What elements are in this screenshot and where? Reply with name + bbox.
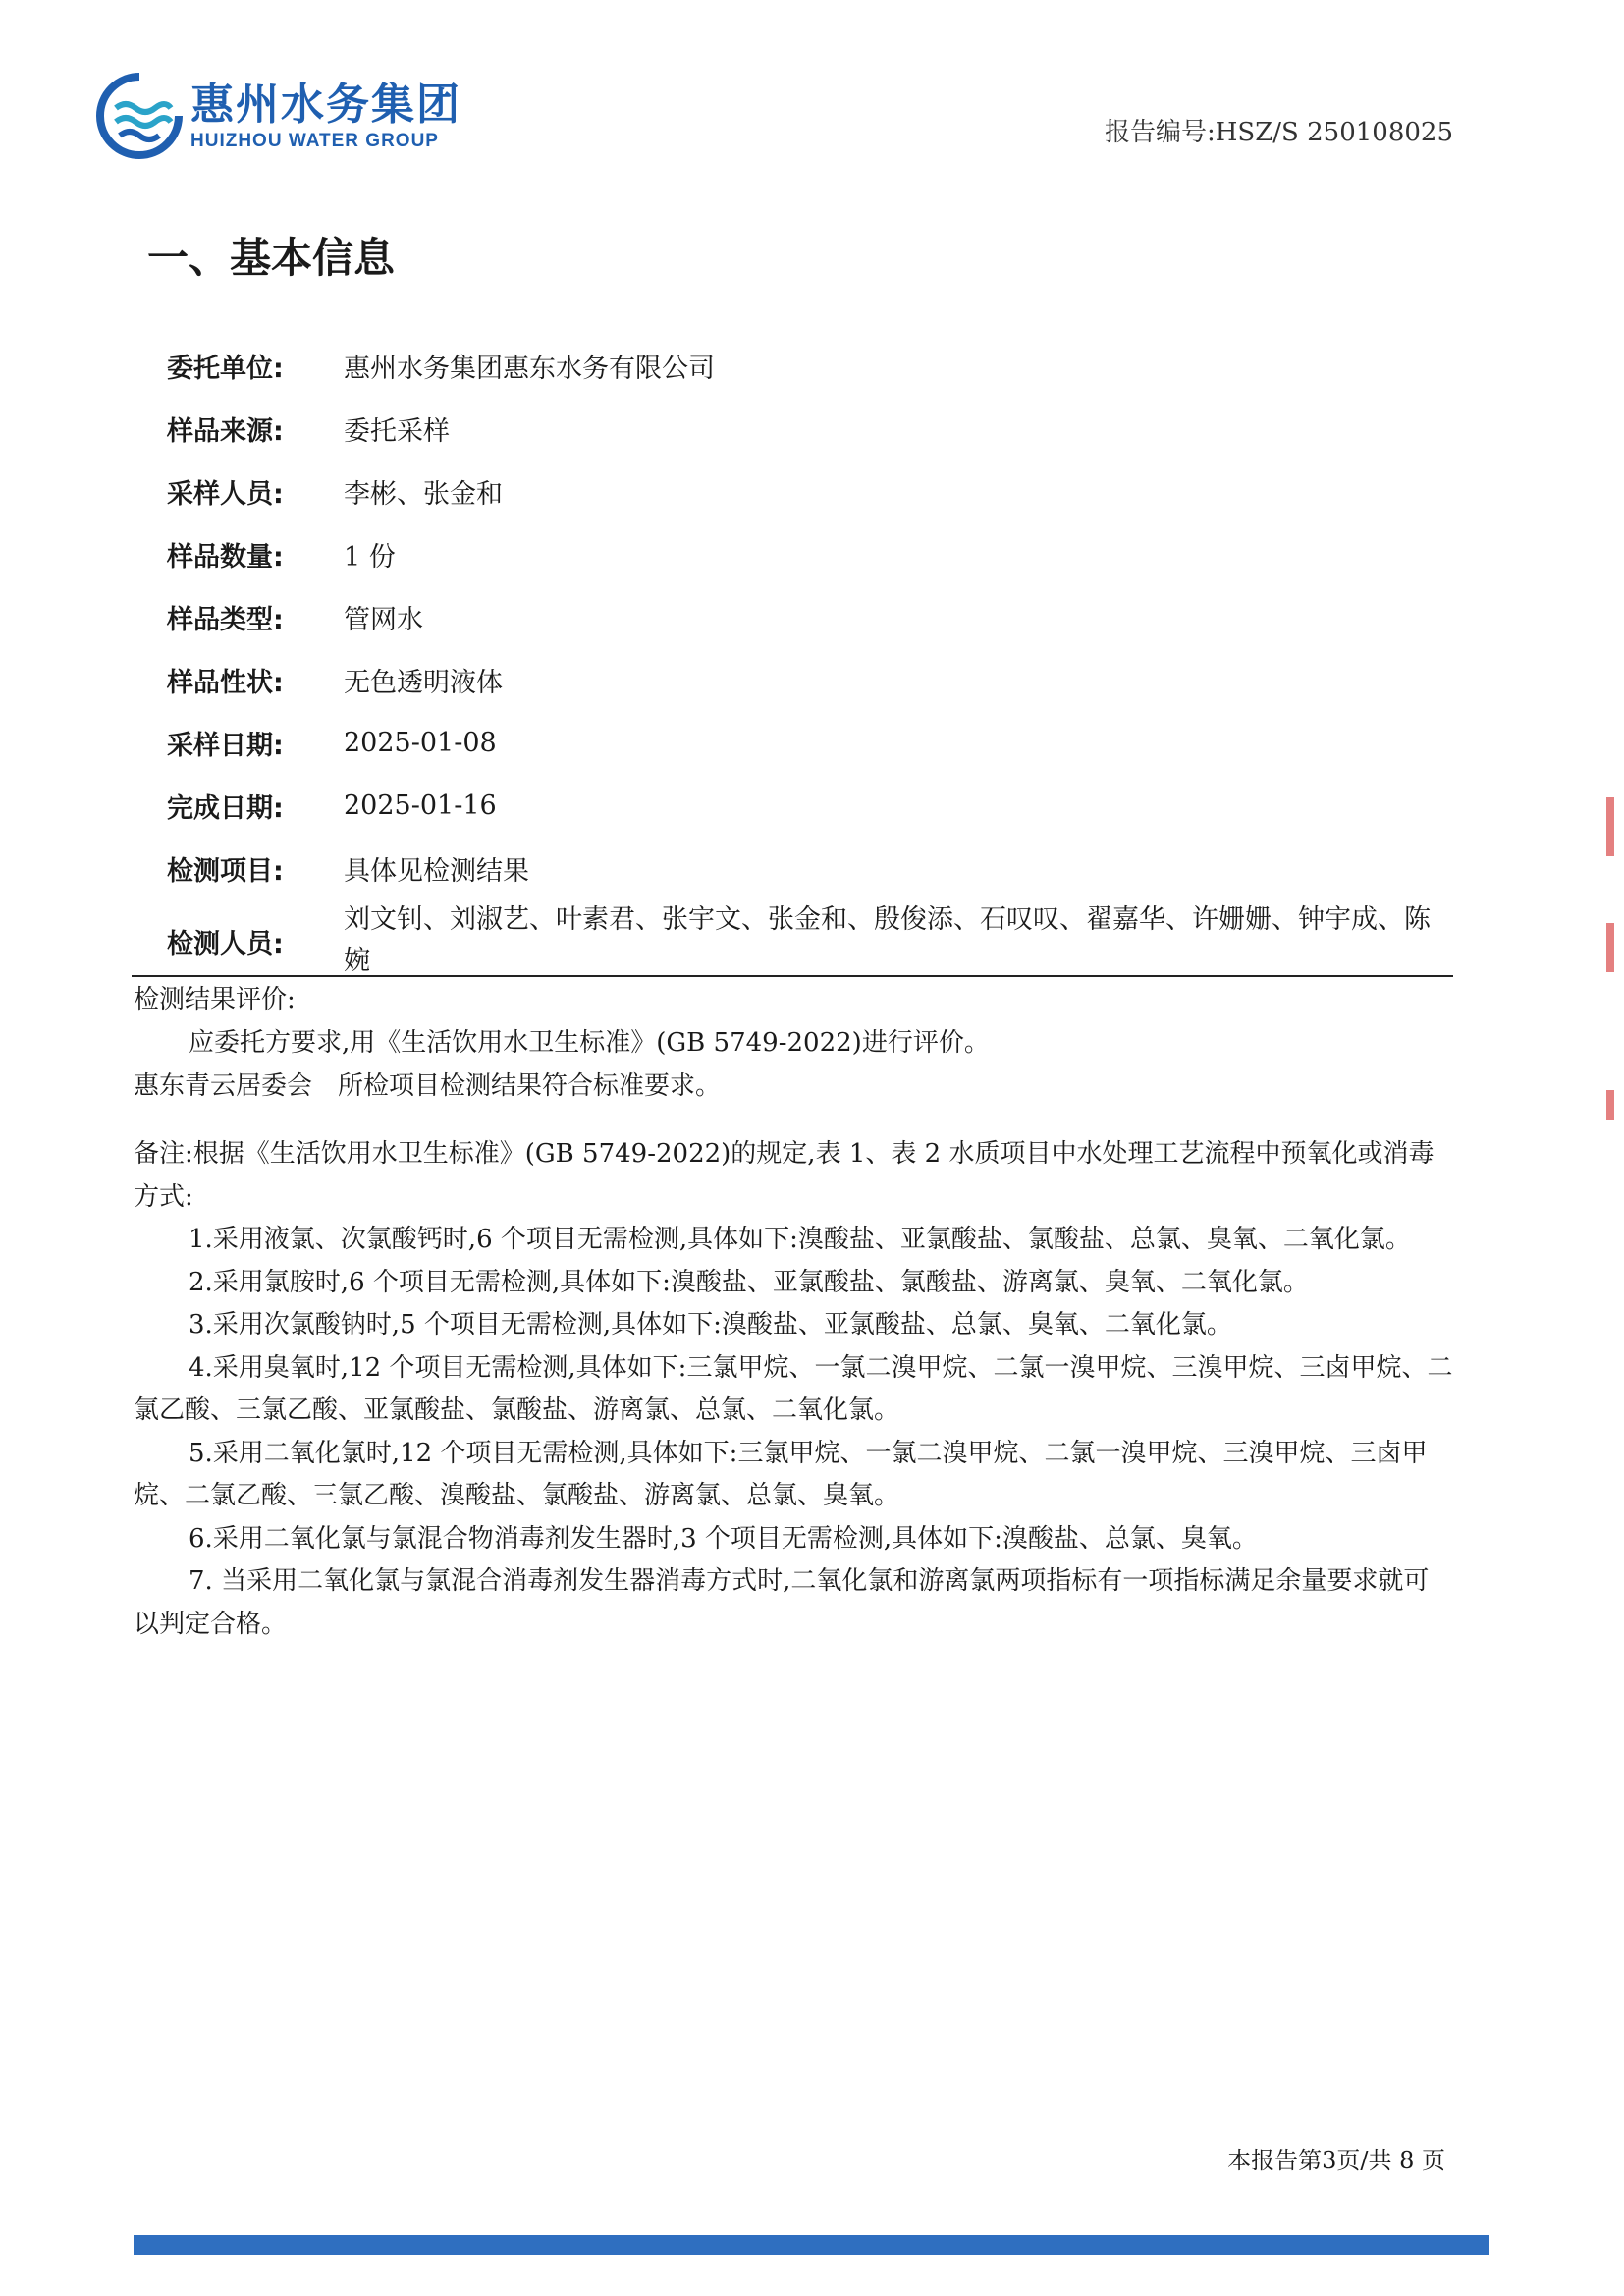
info-row-client — [167, 334, 1453, 397]
info-value: 委托采样 — [344, 415, 450, 447]
info-label: 检测项目: — [167, 855, 284, 887]
info-label: 委托单位: — [167, 353, 284, 384]
info-value: 李彬、张金和 — [344, 478, 503, 510]
note-item: 3.采用次氯酸钠时,5 个项目无需检测,具体如下:溴酸盐、亚氯酸盐、总氯、臭氧、二氧化氯。 — [189, 1310, 1232, 1339]
info-value: 刘文钊、刘淑艺、叶素君、张宇文、张金和、殷俊添、石叹叹、翟嘉华、许姗姗、钟宇成、陈婉 — [344, 904, 1431, 976]
notes-section — [134, 1133, 1453, 1646]
info-label: 样品数量: — [167, 541, 284, 573]
info-value: 惠州水务集团惠东水务有限公司 — [344, 353, 715, 384]
evaluation-result: 惠东青云居委会 所检项目检测结果符合标准要求。 — [134, 1071, 722, 1101]
company-logo — [94, 71, 461, 161]
note-item: 4.采用臭氧时,12 个项目无需检测,具体如下:三氯甲烷、一氯二溴甲烷、二氯一溴甲烷、三溴甲烷、三卤甲烷、二氯乙酸、三氯乙酸、亚氯酸盐、氯酸盐、游离氯、总氯、二氧化氯。 — [134, 1352, 1453, 1425]
info-row-type — [167, 585, 1453, 648]
footer-bar — [134, 2235, 1489, 2255]
info-row-character — [167, 648, 1453, 711]
info-row-source — [167, 397, 1453, 460]
info-label: 采样人员: — [167, 478, 284, 510]
evaluation-heading: 检测结果评价: — [134, 985, 296, 1014]
info-label: 样品类型: — [167, 604, 284, 635]
note-item: 5.采用二氧化氯时,12 个项目无需检测,具体如下:三氯甲烷、一氯二溴甲烷、二氯一溴甲烷、三溴甲烷、三卤甲烷、二氯乙酸、三氯乙酸、溴酸盐、氯酸盐、游离氯、总氯、臭氧。 — [134, 1438, 1428, 1510]
seal-edge-mark — [1606, 923, 1614, 972]
info-row-items — [167, 837, 1453, 900]
note-item: 6.采用二氧化氯与氯混合物消毒剂发生器时,3 个项目无需检测,具体如下:溴酸盐、总氯、臭氧。 — [189, 1523, 1258, 1554]
info-row-quantity — [167, 522, 1453, 585]
info-value: 具体见检测结果 — [344, 855, 529, 887]
note-item: 7. 当采用二氧化氯与氯混合消毒剂发生器消毒方式时,二氧化氯和游离氯两项指标有一项指标满足余量要求就可以判定合格。 — [134, 1566, 1430, 1639]
notes-intro: 备注:根据《生活饮用水卫生标准》(GB 5749-2022)的规定,表 1、表 2 水质项目中水处理工艺流程中预氧化或消毒方式: — [134, 1139, 1435, 1212]
info-label: 完成日期: — [167, 793, 284, 824]
info-value: 无色透明液体 — [344, 667, 503, 698]
info-value: 管网水 — [344, 604, 423, 635]
info-value: 2025-01-16 — [344, 790, 497, 821]
note-item: 2.采用氯胺时,6 个项目无需检测,具体如下:溴酸盐、亚氯酸盐、氯酸盐、游离氯、臭氧、二氧化氯。 — [189, 1267, 1309, 1297]
info-label: 样品来源: — [167, 415, 284, 447]
info-row-sampler — [167, 460, 1453, 522]
seal-edge-mark — [1606, 1090, 1614, 1120]
report-number: 报告编号:HSZ/S 250108025 — [1104, 118, 1453, 147]
basic-info-table — [167, 334, 1453, 982]
info-value: 2025-01-08 — [344, 727, 497, 758]
page-number: 本报告第3页/共 8 页 — [1227, 2147, 1445, 2174]
note-item: 1.采用液氯、次氯酸钙时,6 个项目无需检测,具体如下:溴酸盐、亚氯酸盐、氯酸盐、总氯、臭氧、二氧化氯。 — [189, 1225, 1411, 1254]
info-row-completion-date — [167, 774, 1453, 837]
logo-chinese-name: 惠州水务集团 — [190, 80, 461, 130]
evaluation-section — [134, 978, 1453, 1108]
section-title: 一、基本信息 — [147, 234, 396, 282]
logo-english-name: HUIZHOU WATER GROUP — [190, 131, 439, 151]
info-label: 采样日期: — [167, 730, 284, 761]
water-logo-icon — [94, 71, 185, 161]
info-row-sampling-date — [167, 711, 1453, 774]
info-value: 1 份 — [344, 541, 396, 573]
info-row-testers — [167, 900, 1453, 982]
evaluation-text: 应委托方要求,用《生活饮用水卫生标准》(GB 5749-2022)进行评价。 — [189, 1028, 990, 1058]
seal-edge-mark — [1606, 797, 1614, 856]
info-label: 样品性状: — [167, 667, 284, 698]
divider — [132, 975, 1453, 977]
info-label: 检测人员: — [167, 928, 284, 959]
